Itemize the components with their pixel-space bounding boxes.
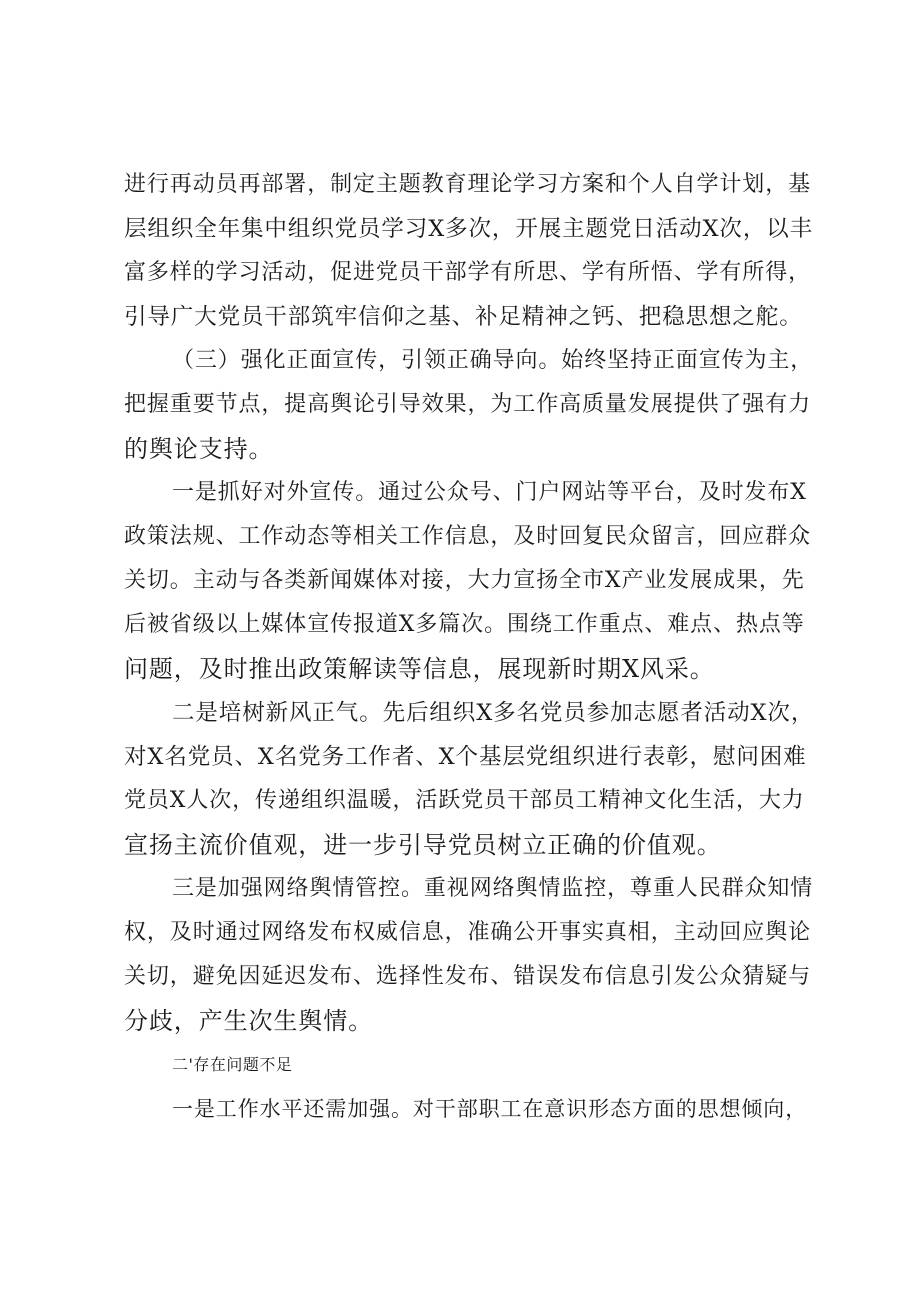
external-publicity-line-1: 一是抓好对外宣传。通过公众号、门户网站等平台，及时发布X <box>172 480 807 505</box>
section-3-line-3: 的舆论支持。 <box>124 435 274 463</box>
section-2-heading: 二'存在问题不足 <box>172 1055 293 1074</box>
new-ethos-line-4: 宣扬主流价值观，进一步引导党员树立正确的价值观。 <box>124 831 722 859</box>
new-ethos-line-1: 二是培树新风正气。先后组织X多名党员参加志愿者活动X次， <box>172 700 815 726</box>
section-3-heading-line: （三）强化正面宣传，引领正确导向。始终坚持正面宣传为主， <box>172 348 814 373</box>
external-publicity-line-4: 后被省级以上媒体宣传报道X多篇次。围绕工作重点、难点、热点等 <box>124 612 805 637</box>
external-publicity-line-5: 问题，及时推出政策解读等信息，展现新时期X风采。 <box>124 655 715 683</box>
external-publicity-line-3: 关切。主动与各类新闻媒体对接，大力宣扬全市X产业发展成果，先 <box>124 568 805 593</box>
paragraph-1-line-1: 进行再动员再部署，制定主题教育理论学习方案和个人自学计划，基 <box>124 172 812 197</box>
external-publicity-line-2: 政策法规、工作动态等相关工作信息，及时回复民众留言，回应群众 <box>124 524 812 549</box>
online-opinion-line-2: 权，及时通过网络发布权威信息，准确公开事实真相，主动回应舆论 <box>124 920 812 945</box>
new-ethos-line-3: 党员X人次，传递组织温暖，活跃党员干部员工精神文化生活，大力 <box>124 788 805 813</box>
paragraph-1-line-2: 层组织全年集中组织党员学习X多次，开展主题党日活动X次，以丰 <box>124 216 814 242</box>
section-3-line-2: 把握重要节点，提高舆论引导效果，为工作高质量发展提供了强有力 <box>124 392 812 417</box>
online-opinion-line-3: 关切，避免因延迟发布、选择性发布、错误发布信息引发公众猜疑与 <box>124 964 812 989</box>
paragraph-1-line-4: 引导广大党员干部筑牢信仰之基、补足精神之钙、把稳思想之舵。 <box>124 304 803 330</box>
problems-line-1: 一是工作水平还需加强。对干部职工在意识形态方面的思想倾向， <box>172 1097 808 1121</box>
online-opinion-line-1: 三是加强网络舆情管控。重视网络舆情监控，尊重人民群众知情 <box>172 876 814 901</box>
new-ethos-line-2: 对X名党员、X名党务工作者、X个基层党组织进行表彰，慰问困难 <box>124 744 807 770</box>
paragraph-1-line-3: 富多样的学习活动，促进党员干部学有所思、学有所悟、学有所得， <box>124 260 812 285</box>
online-opinion-line-4: 分歧，产生次生舆情。 <box>124 1007 373 1035</box>
